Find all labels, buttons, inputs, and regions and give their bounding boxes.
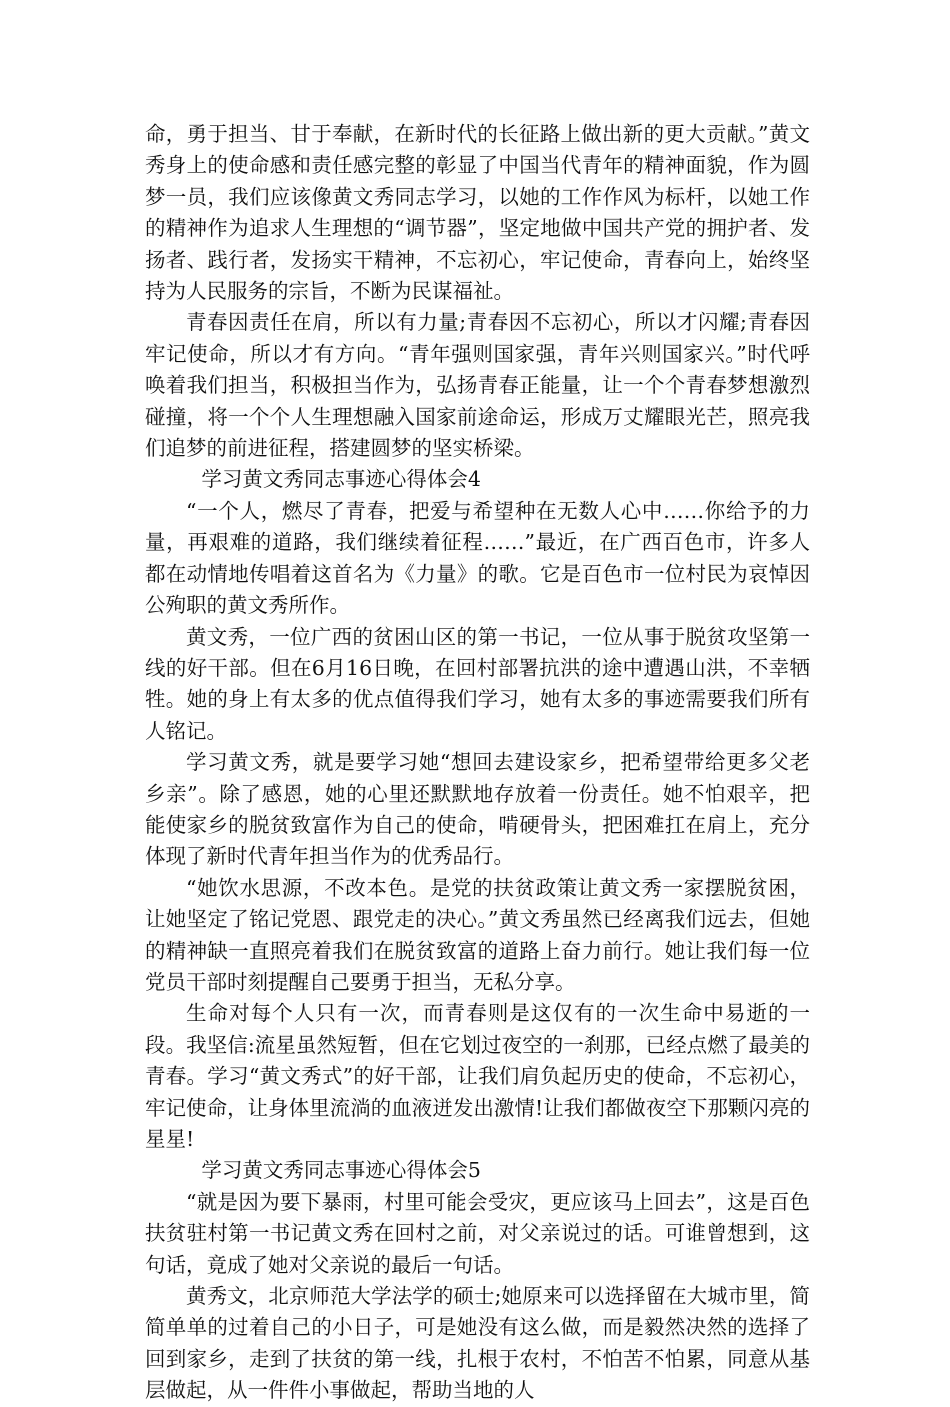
paragraph: 学习黄文秀，就是要学习她“想回去建设家乡，把希望带给更多父老乡亲”。除了感恩，她的心里还默默地存放着一份责任。她不怕艰辛，把能使家乡的脱贫致富作为自己的使命，啃硬骨头，把困难扛在肩上，充分体现了新时代青年担当作为的优秀品行。 <box>145 750 810 869</box>
paragraph: “一个人，燃尽了青春，把爱与希望种在无数人心中……你给予的力量，再艰难的道路，我们继续着征程……”最近，在广西百色市，许多人都在动情地传唱着这首名为《力量》的歌。它是百色市一位村民为哀悼因公殉职的黄文秀所作。 <box>145 498 810 618</box>
document-body <box>145 119 810 1407</box>
paragraph: 生命对每个人只有一次，而青春则是这仅有的一次生命中易逝的一段。我坚信:流星虽然短暂，但在它划过夜空的一刹那，已经点燃了最美的青春。学习“黄文秀式”的好干部，让我们肩负起历史的使命，不忘初心，牢记使命，让身体里流淌的血液迸发出激情!让我们都做夜空下那颗闪亮的星星! <box>145 1001 810 1151</box>
section-heading-4: 学习黄文秀同志事迹心得体会4 <box>201 467 481 492</box>
paragraph: 黄秀文，北京师范大学法学的硕士;她原来可以选择留在大城市里，简简单单的过着自己的小日子，可是她没有这么做，而是毅然决然的选择了回到家乡，走到了扶贫的第一线，扎根于农村，不怕苦不怕累，同意从基层做起，从一件件小事做起，帮助当地的人 <box>145 1284 810 1403</box>
paragraph: 黄文秀，一位广西的贫困山区的第一书记，一位从事于脱贫攻坚第一线的好干部。但在6月16日晚，在回村部署抗洪的途中遭遇山洪，不幸牺牲。她的身上有太多的优点值得我们学习，她有太多的事迹需要我们所有人铭记。 <box>145 624 810 743</box>
paragraph: “就是因为要下暴雨，村里可能会受灾，更应该马上回去”，这是百色扶贫驻村第一书记黄文秀在回村之前，对父亲说过的话。可谁曾想到，这句话，竟成了她对父亲说的最后一句话。 <box>145 1189 810 1277</box>
paragraph: 青春因责任在肩，所以有力量;青春因不忘初心，所以才闪耀;青春因牢记使命，所以才有方向。“青年强则国家强，青年兴则国家兴。”时代呼唤着我们担当，积极担当作为，弘扬青春正能量，让一个个青春梦想激烈碰撞，将一个个人生理想融入国家前途命运，形成万丈耀眼光芒，照亮我们追梦的前进征程，搭建圆梦的坚实桥梁。 <box>145 310 810 461</box>
paragraph-continued: 命，勇于担当、甘于奉献，在新时代的长征路上做出新的更大贡献。”黄文秀身上的使命感和责任感完整的彰显了中国当代青年的精神面貌，作为圆梦一员，我们应该像黄文秀同志学习，以她的工作作风为标杆，以她工作的精神作为追求人生理想的“调节器”，坚定地做中国共产党的拥护者、发扬者、践行者，发扬实干精神，不忘初心，牢记使命，青春向上，始终坚持为人民服务的宗旨，不断为民谋福祉。 <box>145 122 810 304</box>
paragraph: “她饮水思源，不改本色。是党的扶贫政策让黄文秀一家摆脱贫困，让她坚定了铭记党恩、跟党走的决心。”黄文秀虽然已经离我们远去，但她的精神缺一直照亮着我们在脱贫致富的道路上奋力前行。她让我们每一位党员干部时刻提醒自己要勇于担当，无私分享。 <box>145 875 810 994</box>
section-heading-5: 学习黄文秀同志事迹心得体会5 <box>201 1158 481 1183</box>
